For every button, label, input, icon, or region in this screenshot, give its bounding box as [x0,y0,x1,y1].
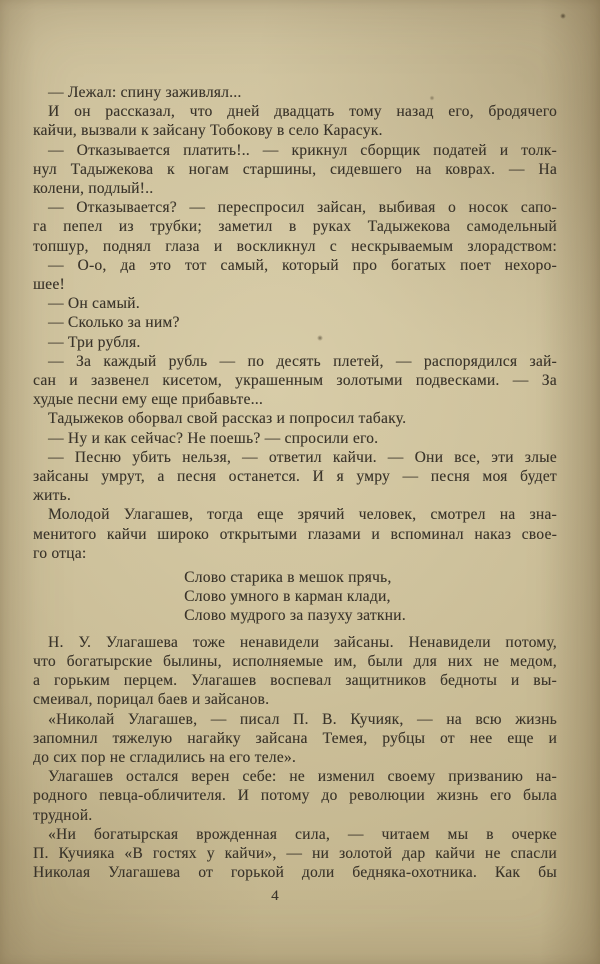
text-line: — Он самый. [48,295,140,313]
word: самый, [220,256,269,274]
text-line: худые песни ему еще прибавьте... [33,391,263,409]
word: Тадыжекова [367,218,451,236]
text-line [33,256,557,275]
word: — [387,448,404,466]
text-line: — Ну и как сейчас? Не поешь? — спросили его. [48,429,379,447]
word: зрячий [297,506,345,524]
word: остался [126,768,179,786]
word: перцем. [123,672,178,690]
paragraph [33,710,557,768]
word: злые [524,448,557,466]
word: исполняемые [232,652,324,670]
paragraph [33,633,557,710]
word: подвесками. [415,372,500,390]
word: и [69,372,78,390]
word: «Ни [48,825,76,843]
word: и [371,525,380,543]
word: податей [433,141,487,159]
word: Кучияка [58,844,115,862]
word: горькой [230,864,285,882]
word: дней [227,103,260,121]
text-line [33,448,557,467]
word: нее [469,729,493,747]
text-line [33,825,557,844]
word: нехоро- [504,256,557,274]
word: — [347,825,364,843]
text-line [33,102,557,121]
word: За [76,352,92,370]
word: И [312,468,324,486]
word: нагайку [187,729,241,747]
word: сборщик [360,141,421,159]
paragraph [33,313,557,332]
word: горьким [53,672,110,690]
word: украшенным [235,372,324,390]
word: зай- [529,352,557,370]
word: что [189,103,213,121]
text-line [33,786,557,805]
verse-line: Слово умного в карман клади, [184,588,391,606]
word: убить [132,448,172,466]
word: самодельный [466,218,557,236]
word: всю [475,710,502,728]
word: он [74,103,91,121]
word: глазами [307,525,361,543]
word: запомнил [33,729,98,747]
word: кисетом, [162,372,222,390]
word: Улагашева [108,864,181,882]
word: на [499,506,516,524]
word: врожденная [196,825,278,843]
word: Николая [33,864,91,882]
word: пепел [63,218,103,236]
text-line: Тадыжеков оборвал свой рассказ и попросил табаку. [48,410,407,428]
word: сидевшего [330,160,403,178]
paragraph [33,294,557,313]
word: — [48,448,64,466]
word: вы- [533,672,557,690]
word: тому [349,103,382,121]
word: про [352,256,378,274]
verse-lines [184,568,406,626]
word: тоже [192,633,226,651]
word: и [510,672,520,690]
text-line [33,141,557,160]
text-line [33,671,557,690]
word: ногам [188,160,229,178]
word: зайсаны [33,468,89,486]
word: сила, [295,825,330,843]
text-line: — Лежал: спину заживлял... [48,84,242,101]
word: верен [191,768,230,786]
word: — [286,844,303,862]
word: них [447,652,473,670]
paragraph [33,141,557,199]
word: воспевал [270,672,332,690]
word: кайчи», [224,844,277,862]
word: рубцы [382,729,426,747]
text-line: го отца: [33,544,87,562]
word: золотой [338,844,393,862]
word: кайчи. [332,448,377,466]
word: — [416,710,433,728]
text-line [33,160,557,179]
word: Н. [48,633,64,651]
word: до [321,787,338,805]
word: смотрел [430,506,486,524]
word: золотыми [336,372,403,390]
word: родного [33,787,88,805]
word: это [149,256,172,274]
word: ответил [268,448,322,466]
page-text [33,83,557,882]
word: гостях [152,844,197,862]
text-line [33,633,557,652]
word: на- [535,768,557,786]
word: менитого [33,525,97,543]
word: свое- [521,525,557,543]
word: на [446,710,462,728]
word: своему [387,768,436,786]
word: моя [482,468,508,486]
word: Темея, [322,729,368,747]
word: от [439,729,455,747]
verse-line: Слово старика в мешок прячь, [184,569,392,587]
word: у [206,844,215,862]
word: — [210,710,227,728]
text-line [33,198,557,217]
text-line [33,371,557,390]
text-line [33,710,557,729]
word: назад [396,103,434,121]
word: была [523,787,557,805]
word: дар [402,844,426,862]
word: «Николай [48,710,115,728]
word: ненавидели [239,633,320,651]
word: и [499,141,509,159]
word: Улагашев, [123,506,194,524]
word: зайсана [255,729,308,747]
text-line [33,652,557,671]
word: потому, [505,633,557,651]
word: трубки; [150,218,202,236]
word: в [486,825,494,843]
text-line [33,352,557,371]
paragraph [33,256,557,294]
word: эти [491,448,514,466]
word: нельзя, [182,448,231,466]
text-line: до сих пор не сгладились на его теле». [33,748,297,766]
text-line: — Сколько за ним? [48,314,180,332]
word: былины, [163,652,222,670]
word: На [538,160,557,178]
word: призванию [448,768,524,786]
word: на [415,160,432,178]
text-line [33,525,557,544]
word: сапо- [520,199,557,217]
word: переспросил [217,199,305,217]
word: тяжелую [112,729,173,747]
text-line: смеивал, порицал баев и зайсанов. [33,691,270,709]
paragraph [33,448,557,506]
word: я [336,468,344,486]
word: в [288,218,297,236]
paragraph [33,825,557,883]
word: бродячего [488,103,557,121]
page-number: 4 [271,888,279,904]
word: не [483,652,500,670]
word: Улагашев [191,672,257,690]
word: и [548,729,557,747]
text-line: — Три рубля. [48,333,141,351]
word: умрут, [101,468,145,486]
word: кайчи [435,844,476,862]
word: песня [177,468,217,486]
word: бедняка-охотника. [352,864,478,882]
word: по [247,352,265,370]
word: старшины, [242,160,317,178]
text-line [33,217,557,236]
word: сан [33,372,56,390]
word: И [48,103,60,121]
word: который [282,256,339,274]
word: П. [33,844,49,862]
word: от [198,864,214,882]
word: зна- [529,506,557,524]
word: га [33,218,47,236]
word: — [219,352,236,370]
word: спасли [510,844,557,862]
word: для [413,652,438,670]
word: Они [414,448,444,466]
word: Как [494,864,521,882]
word: бедноты [440,672,498,690]
word: У. [78,633,92,651]
word: П. [293,710,309,728]
word: потому [260,787,310,805]
word: еще [507,729,534,747]
word: останется. [228,468,301,486]
word: медом, [509,652,557,670]
word: и [213,237,223,255]
word: — [189,199,206,217]
word: Молодой [48,506,110,524]
word: умру [356,468,391,486]
word: а [33,672,41,690]
word: В. [322,710,337,728]
word: песня [430,468,470,486]
word: Песню [74,448,122,466]
word: каждый [103,352,157,370]
word: О-о, [77,256,107,274]
word: «В [124,844,143,862]
word: с [329,237,337,255]
word: толк- [521,141,557,159]
word: нескрываемым [351,237,454,255]
text-line [33,237,557,256]
word: поет [459,256,491,274]
word: — [242,448,258,466]
word: будет [520,468,557,486]
word: Отказывается [76,141,171,159]
word: зазвенел [91,372,150,390]
word: глаза [165,237,200,255]
text-line [33,729,557,748]
word: нул [33,160,57,178]
word: вспоминал [390,525,464,543]
word: носок [468,199,509,217]
word: двадцать [274,103,335,121]
text-line [33,767,557,786]
word: ни [312,844,330,862]
word: рубль [168,352,208,370]
word: зайсан, [317,199,367,217]
text-line [33,505,557,524]
word: — [48,256,64,274]
word: бы [538,864,557,882]
word: человек, [358,506,417,524]
word: наказ [474,525,512,543]
word: из [118,218,134,236]
word: писал [239,710,280,728]
word: что [33,652,56,670]
paragraph [33,429,557,448]
word: — [508,160,525,178]
word: доли [301,864,335,882]
word: богатых [390,256,447,274]
word: изменил [317,768,375,786]
text-line: шее! [33,276,65,294]
word: жизнь [436,787,479,805]
text-line: колени, подлый!.. [33,180,154,198]
word: мы [447,825,469,843]
word: И [237,787,250,805]
word: Улагашев, [127,710,198,728]
word: Улагашев [48,768,114,786]
paragraph [33,409,557,428]
word: читаем [381,825,430,843]
word: богатырская [93,825,179,843]
word: — [48,352,64,370]
word: платить!.. [183,141,250,159]
word: Тадыжекова [70,160,154,178]
text-line: кайчи, вызвали к зайсану Тобокову в село Карасук. [33,122,383,140]
word: тогда [207,506,244,524]
word: еще [257,506,284,524]
word: Отказывается? [76,199,177,217]
word: — [48,141,64,159]
word: За [541,372,557,390]
word: богатырские [66,652,153,670]
word: защитников [345,672,427,690]
word: его, [448,103,474,121]
text-line [33,844,557,863]
word: руках [312,218,352,236]
word: — [395,352,412,370]
word: — [262,141,279,159]
word: широко [157,525,210,543]
word: поднял [102,237,152,255]
word: — [402,468,419,486]
word: крикнул [291,141,348,159]
text-line [33,863,557,882]
word: были [367,652,403,670]
word: тот [184,256,207,274]
word: зайсаны. [333,633,394,651]
word: все, [454,448,481,466]
word: очерке [511,825,557,843]
paragraph [33,102,557,140]
text-line: трудной. [33,806,93,824]
word: не [289,768,305,786]
word: Улагашева [105,633,179,651]
word: Ненавидели [408,633,491,651]
word: топшур, [33,237,89,255]
word: революции [349,787,425,805]
word: плетей, [333,352,384,370]
word: воскликнул [236,237,316,255]
verse-block [33,568,557,626]
word: злорадством: [467,237,557,255]
word: его [490,787,512,805]
verse-line: Слово мудрого за пазуху заткни. [184,607,406,625]
word: а [157,468,165,486]
word: к [167,160,175,178]
text-line [33,467,557,486]
word: десять [276,352,321,370]
word: себе: [242,768,277,786]
paragraph [33,767,557,825]
paragraph [33,83,557,102]
word: Кучияк, [350,710,404,728]
word: не [484,844,501,862]
word: певца-обличителя. [99,787,226,805]
paragraph [33,505,557,563]
word: да [120,256,136,274]
word: коврах. [445,160,496,178]
paragraph [33,333,557,352]
word: открытыми [219,525,298,543]
paragraph [33,198,557,256]
word: о [447,199,456,217]
text-line: жить. [33,487,71,505]
word: им, [334,652,357,670]
word: жизнь [515,710,557,728]
word: заметил [218,218,273,236]
word: выбивая [378,199,436,217]
word: — [48,199,64,217]
paragraph [33,352,557,410]
word: рассказал, [105,103,176,121]
word: распорядился [423,352,518,370]
word: кайчи [106,525,147,543]
word: — [512,372,529,390]
